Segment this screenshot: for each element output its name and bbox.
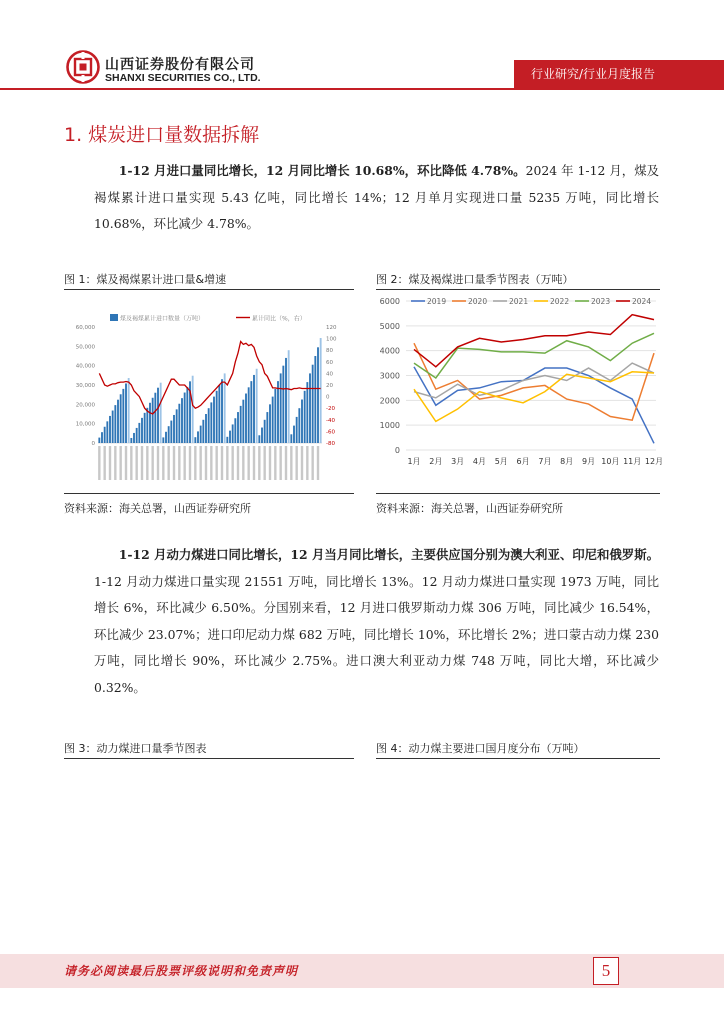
x-tick-label-mark [146,446,148,480]
bar [157,388,159,443]
bar [112,411,114,443]
paragraph-body: 2024 年 1-12 月，煤及褐煤累计进口量实现 5.43 亿吨，同比增长 14%；12 月单月实现进口量 5235 万吨，同比增长 10.68%，环比减少 4.78%。 [94,163,660,231]
bar [293,426,295,443]
figure-2-source: 资料来源：海关总署，山西证券研究所 [376,502,563,515]
x-tick-label-mark [183,446,185,480]
bar [277,381,279,443]
bar [320,338,322,443]
figure-1-caption: 图 1：煤及褐煤累计进口量&增速 [64,273,227,286]
x-tick-label: 4月 [472,457,487,466]
x-tick-label-mark [178,446,180,480]
bar [122,389,124,443]
x-tick-label: 11月 [623,457,642,466]
x-tick-label: 5月 [494,457,508,466]
yoy-growth-line [99,342,320,415]
bar [216,391,218,443]
x-tick-label-mark [237,446,239,480]
bar [242,400,244,443]
bar [168,426,170,443]
bar [138,423,140,443]
y-right-tick-label: 80 [326,348,333,355]
y-right-tick-label: 20 [326,383,333,389]
x-tick-label: 2月 [429,457,443,466]
x-tick-label-mark [242,446,244,480]
x-tick-label: 10月 [601,457,620,466]
y-tick-label: 5000 [379,321,400,331]
bar [101,432,103,443]
bar [298,408,300,443]
x-tick-label-mark [274,446,276,480]
x-tick-label-mark [253,446,255,480]
legend-label: 2022 [550,297,570,306]
bar [240,406,242,443]
figure-1-top-rule [64,289,354,290]
bar [261,428,263,443]
company-name-cn: 山西证券股份有限公司 [105,57,255,73]
series-line-2022 [414,372,654,422]
x-tick-label-mark [98,446,100,480]
bar [269,404,271,443]
figure-1-chart [64,293,354,491]
x-tick-label-mark [226,446,228,480]
bar [178,404,180,443]
bar [149,403,151,443]
y-right-tick-label: 40 [326,371,333,378]
x-tick-label-mark [135,446,137,480]
bar [304,391,306,443]
y-tick-label: 1000 [379,421,400,431]
y-right-tick-label: 120 [326,325,337,331]
y-left-tick-label: 60,000 [75,325,95,331]
y-tick-label: 2000 [379,396,400,406]
bar [266,412,268,443]
x-tick-label-mark [301,446,303,480]
bar [264,420,266,443]
x-tick-label: 9月 [581,457,596,466]
x-tick-label-mark [194,446,196,480]
y-right-tick-label: -40 [326,417,335,424]
bar [146,408,148,443]
x-tick-label-mark [279,446,281,480]
bar [274,389,276,443]
bar [282,366,284,443]
x-tick-label-mark [247,446,249,480]
bar [197,431,199,443]
bar [280,373,282,443]
bar [213,397,215,443]
bar [234,418,236,443]
bar [309,373,311,443]
x-tick-label-mark [258,446,260,480]
legend-swatch [110,314,118,321]
bar [133,433,135,443]
y-tick-label: 6000 [379,297,400,306]
bar [165,432,167,443]
x-tick-label-mark [119,446,121,480]
company-name-en: SHANXI SECURITIES CO., LTD. [105,72,261,84]
bar [306,382,308,443]
x-tick-label-mark [162,446,164,480]
y-right-tick-label: -20 [326,406,335,413]
bar [154,393,156,443]
x-tick-label-mark [125,446,127,480]
x-tick-label-mark [189,446,191,480]
x-tick-label-mark [151,446,153,480]
x-tick-label-mark [205,446,207,480]
legend-label: 2019 [427,297,447,306]
y-right-tick-label: 60 [326,359,333,366]
paragraph-lead: 1-12 月动力煤进口同比增长，12 月当月同比增长，主要供应国分别为澳大利亚、印尼和俄罗斯。 [118,547,659,562]
x-tick-label: 7月 [538,457,552,466]
bar [248,387,250,443]
bar [144,413,146,443]
paragraph-thermal-coal [94,542,659,701]
bar [290,434,292,443]
series-line-2023 [414,333,654,378]
x-tick-label-mark [157,446,159,480]
y-left-tick-label: 10,000 [75,421,95,428]
figure-1-source: 资料来源：海关总署，山西证券研究所 [64,502,251,515]
y-tick-label: 3000 [379,371,400,381]
y-right-tick-label: 100 [326,336,337,343]
footer-disclaimer-link[interactable]: 请务必阅读最后股票评级说明和免责声明 [64,964,299,978]
figure-2-bottom-rule [376,493,660,494]
figure-3-top-rule [64,758,354,759]
x-tick-label-mark [114,446,116,480]
y-tick-label: 4000 [379,346,400,356]
bar [202,420,204,443]
bar [106,421,108,443]
bar [136,428,138,443]
bar [186,387,188,443]
y-left-tick-label: 20,000 [75,402,95,409]
bar [184,393,186,443]
x-tick-label-mark [210,446,212,480]
y-right-tick-label: 0 [326,394,330,401]
x-tick-label-mark [141,446,143,480]
bar [210,402,212,443]
x-tick-label-mark [199,446,201,480]
bar [221,379,223,443]
x-tick-label: 1月 [407,457,421,466]
legend-label: 2021 [509,297,529,306]
bar [237,412,239,443]
x-tick-label-mark [103,446,105,480]
bar [250,381,252,443]
bar [192,376,194,443]
x-tick-label: 6月 [516,457,530,466]
bar [245,394,247,443]
bar [181,398,183,443]
bar [272,397,274,443]
y-left-tick-label: 0 [91,441,95,447]
company-logo-icon [66,50,100,84]
bar [128,378,130,443]
legend-label: 2024 [632,297,652,306]
x-tick-label-mark [130,446,132,480]
x-tick-label-mark [295,446,297,480]
bar [288,350,290,443]
x-tick-label: 3月 [451,457,465,466]
x-tick-label-mark [263,446,265,480]
page-number: 5 [593,957,619,985]
bar [256,369,258,443]
bar [160,383,162,443]
y-left-tick-label: 30,000 [75,383,95,389]
y-tick-label: 0 [394,446,400,455]
bar [162,437,164,443]
paragraph-import-summary [94,158,659,238]
page-header [0,0,724,95]
figure-4-caption: 图 4：动力煤主要进口国月度分布（万吨） [376,742,585,755]
bar [109,416,111,443]
bar [200,426,202,443]
x-tick-label: 12月 [644,457,664,466]
bar [232,424,234,443]
y-left-tick-label: 50,000 [75,344,95,351]
bar [253,375,255,443]
x-tick-label-mark [290,446,292,480]
legend-label: 累计同比（%，右） [252,315,306,323]
bar [104,427,106,443]
bar [285,358,287,443]
bar [226,437,228,443]
figure-3-caption: 图 3：动力煤进口量季节图表 [64,742,207,755]
bar [114,405,116,443]
figure-2-top-rule [376,289,660,290]
x-tick-label: 8月 [560,457,574,466]
x-tick-label-mark [173,446,175,480]
x-tick-label-mark [109,446,111,480]
x-tick-label-mark [317,446,319,480]
section-title: 1. 煤炭进口量数据拆解 [64,124,260,146]
y-right-tick-label: -80 [326,441,335,447]
bar [125,383,127,443]
figure-4-top-rule [376,758,660,759]
legend-label: 2020 [468,297,488,306]
legend-label: 煤及褐煤累计进口数量（万吨） [120,315,205,323]
figure-2-caption: 图 2：煤及褐煤进口量季节图表（万吨） [376,273,574,286]
bar [224,373,226,443]
bar [130,438,132,443]
x-tick-label-mark [215,446,217,480]
bar [98,438,100,443]
y-right-tick-label: -60 [326,429,335,436]
report-type-tag: 行业研究/行业月度报告 [514,60,724,88]
bar [314,356,316,443]
bar [208,408,210,443]
bar [301,400,303,444]
bar [218,385,220,443]
x-tick-label-mark [221,446,223,480]
x-tick-label-mark [306,446,308,480]
bar [120,394,122,443]
x-tick-label-mark [269,446,271,480]
bar [176,409,178,443]
bar [296,417,298,443]
bar [194,437,196,443]
figure-2-chart [366,292,664,472]
bar [170,421,172,443]
bar [229,431,231,443]
x-tick-label-mark [231,446,233,480]
bar [312,365,314,443]
x-tick-label-mark [285,446,287,480]
paragraph-body: 1-12 月动力煤进口量实现 21551 万吨，同比增长 13%。12 月动力煤进口量实现 1973 万吨，同比增长 6%，环比减少 6.50%。分国别来看，12 月进口俄罗斯动力煤 306 万吨，同比减少 16.54%，环比减少 23.07%；进口印尼动力煤 682 万吨，同比增长 10%，环比增长 2%；进口蒙古动力煤 230 万吨，同比增长 90%，环比减少 2.75%。进口澳大利亚动力煤 748 万吨，同比大增，环比减少 0.32%。 [94,573,659,695]
bar [152,398,154,443]
bar [258,435,260,443]
bar [317,347,319,443]
bar [117,400,119,443]
paragraph-lead: 1-12 月进口量同比增长，12 月同比增长 10.68%，环比降低 4.78%。 [118,163,526,178]
legend-label: 2023 [591,297,611,306]
header-divider [0,88,724,90]
x-tick-label-mark [311,446,313,480]
y-left-tick-label: 40,000 [75,363,95,370]
bar [141,418,143,443]
figure-1-bottom-rule [64,493,354,494]
x-tick-label-mark [167,446,169,480]
bar [173,415,175,443]
bar [205,414,207,443]
